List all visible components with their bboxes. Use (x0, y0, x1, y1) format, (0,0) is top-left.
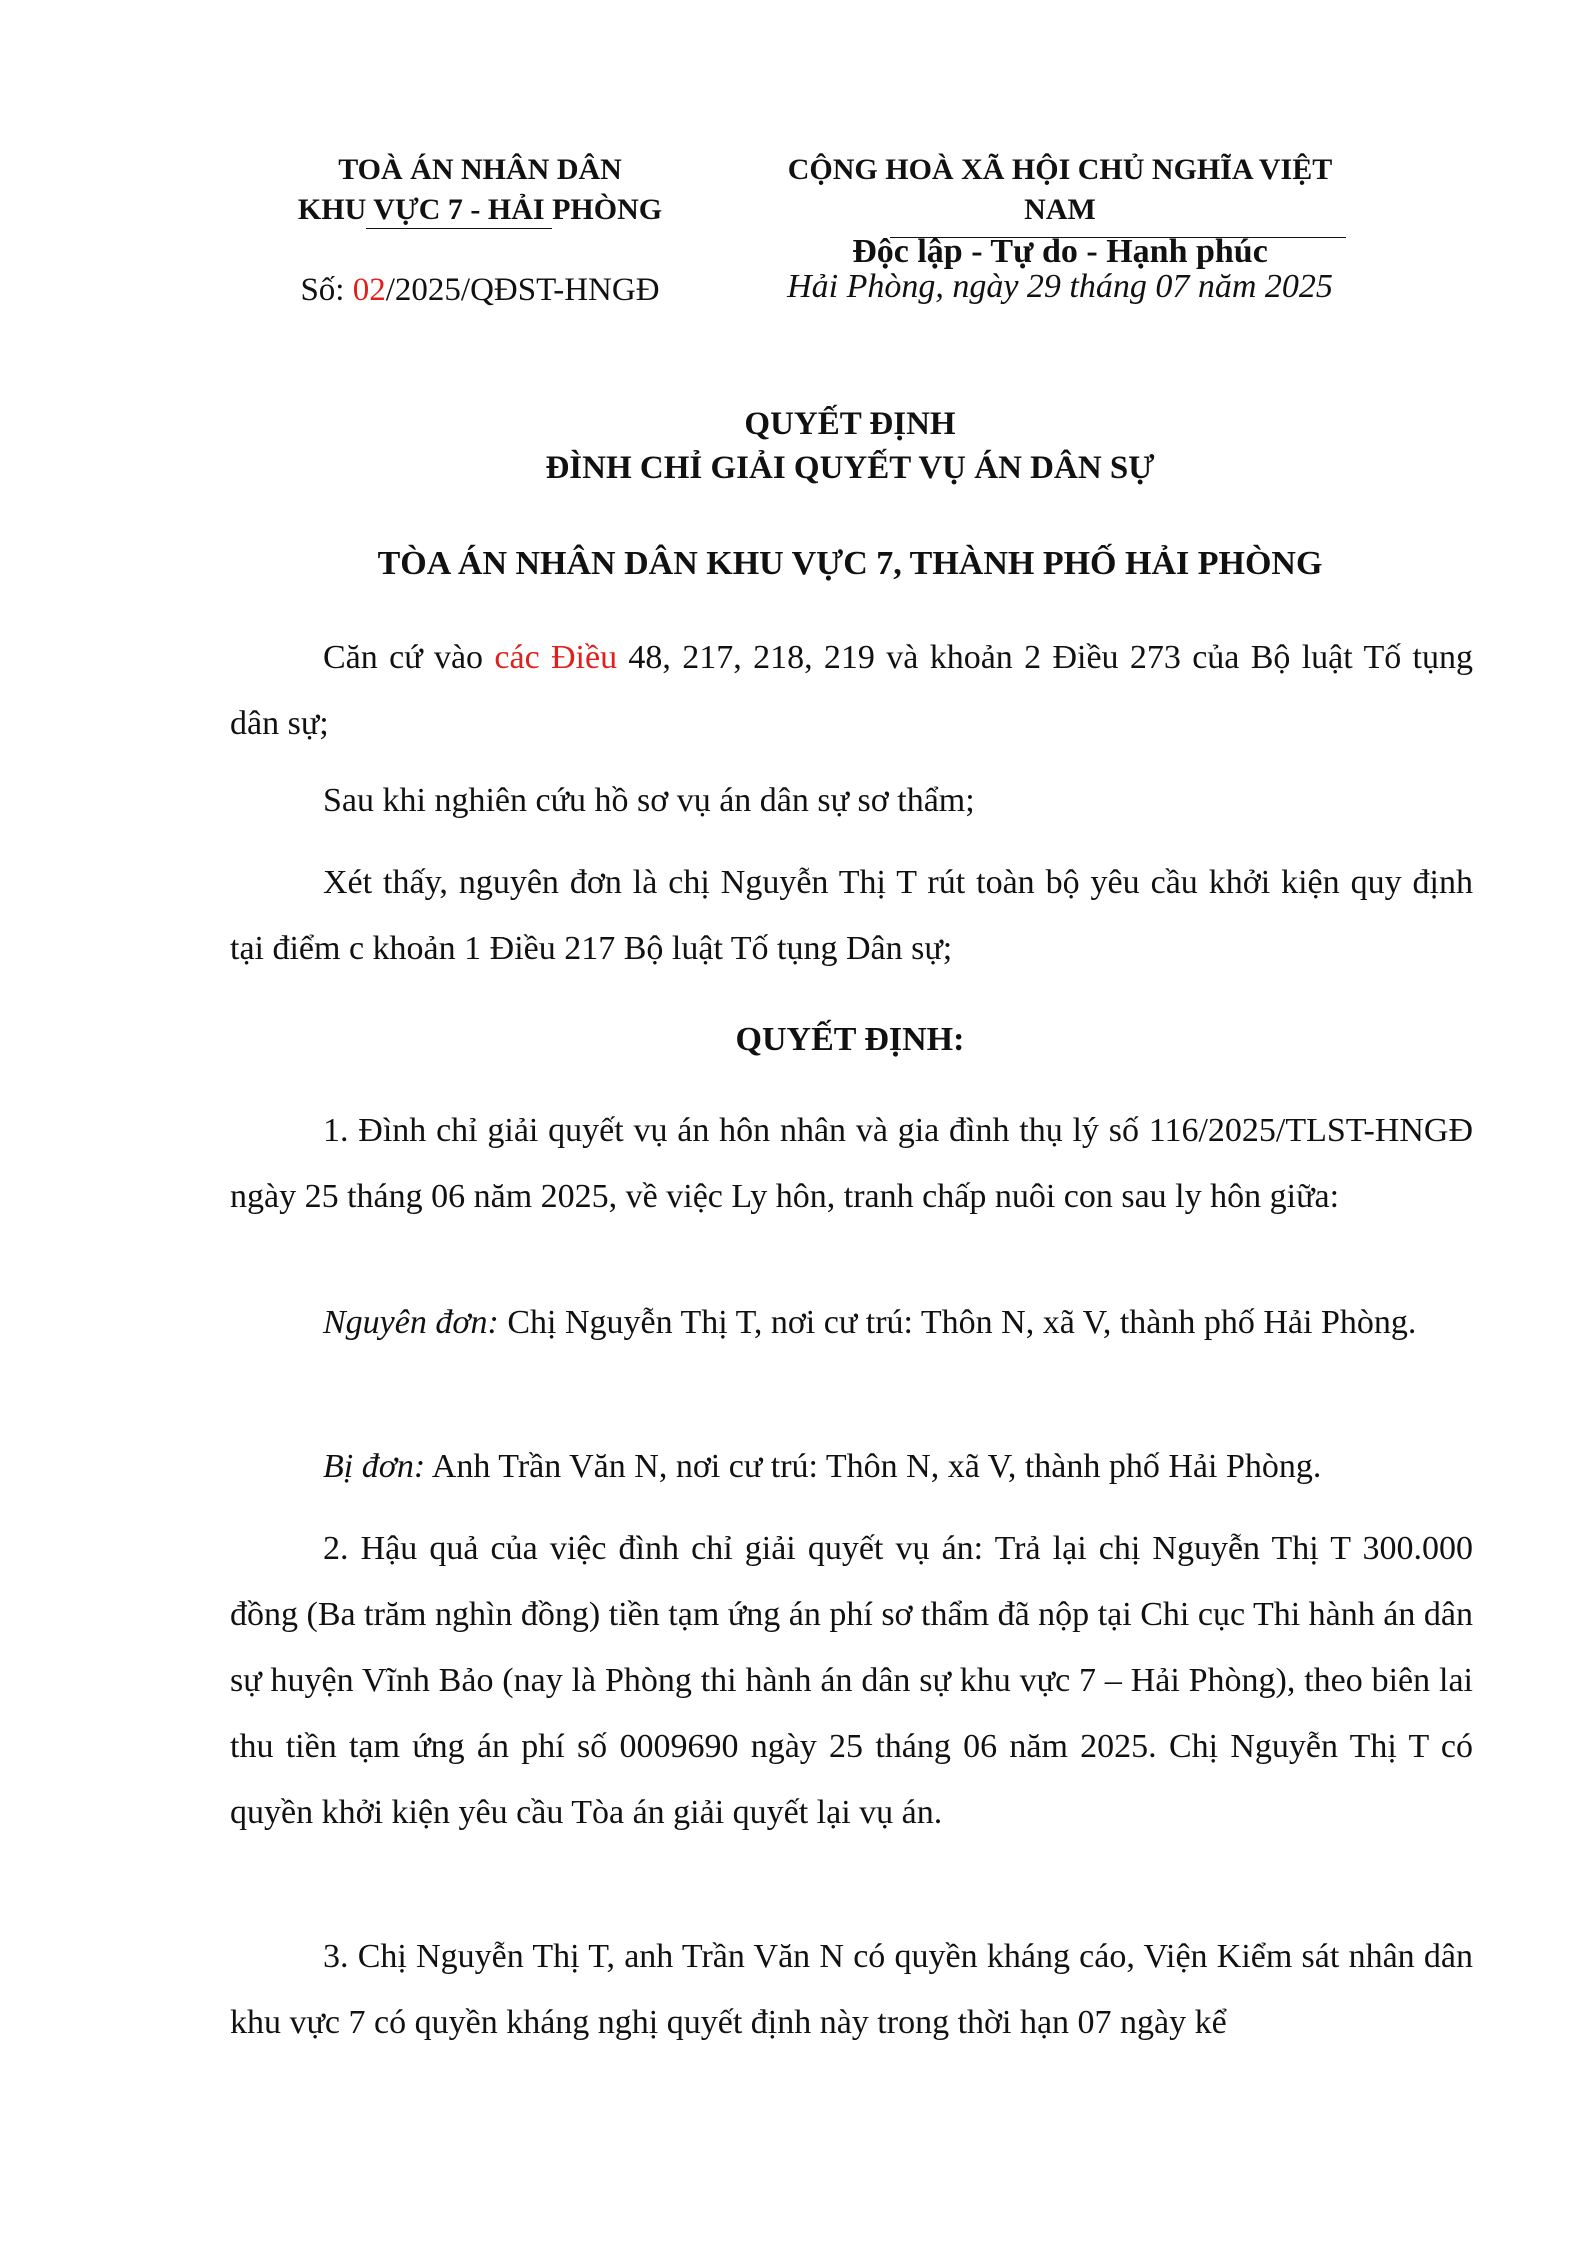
legal-basis-highlight: các Điều (494, 639, 618, 676)
legal-basis-start: Căn cứ vào (323, 639, 495, 676)
decision-title: QUYẾT ĐỊNH (744, 406, 956, 442)
defendant-label: Bị đơn: (323, 1448, 426, 1485)
review-paragraph: Sau khi nghiên cứu hồ sơ vụ án dân sự sơ thẩm; (323, 782, 975, 819)
nation-name: CỘNG HOÀ XÃ HỘI CHỦ NGHĨA VIỆT NAM (787, 153, 1333, 226)
decision-item-2: 2. Hậu quả của việc đình chỉ giải quyết vụ án: Trả lại chị Nguyễn Thị T 300.000 đồng (Ba trăm nghìn đồng) tiền tạm ứng án phí sơ thẩm đã nộp tại Chi cục Thi hành án dân sự huyện Vĩnh Bảo (nay là Phòng thi hành án dân sự khu vực 7 – Hải Phòng), theo biên lai thu tiền tạm ứng án phí số 0009690 ngày 25 tháng 06 năm 2025. Chị Nguyễn Thị T có quyền khởi kiện yêu cầu Tòa án giải quyết lại vụ án. (230, 1530, 1473, 1831)
decision-item-3: 3. Chị Nguyễn Thị T, anh Trần Văn N có quyền kháng cáo, Viện Kiểm sát nhân dân khu vực 7 có quyền kháng nghị quyết định này trong thời hạn 07 ngày kể (230, 1938, 1473, 2041)
court-name-line1: TOÀ ÁN NHÂN DÂN (338, 153, 622, 186)
reference-number-value: 02 (352, 272, 386, 308)
defendant-text: Anh Trần Văn N, nơi cư trú: Thôn N, xã V, thành phố Hải Phòng. (425, 1448, 1322, 1485)
motto-underline (890, 237, 1346, 238)
court-name-line2: KHU VỰC 7 - HẢI PHÒNG (297, 193, 663, 226)
legal-basis-rest: 48, 217, 218, 219 và khoản 2 Điều 273 của Bộ luật Tố tụng dân sự; (230, 639, 1473, 742)
decision-heading: QUYẾT ĐỊNH: (735, 1021, 965, 1058)
decision-item-1: 1. Đình chỉ giải quyết vụ án hôn nhân và gia đình thụ lý số 116/2025/TLST-HNGĐ ngày 25 tháng 06 năm 2025, về việc Ly hôn, tranh chấp nuôi con sau ly hôn giữa: (230, 1112, 1473, 1215)
court-full-name: TÒA ÁN NHÂN DÂN KHU VỰC 7, THÀNH PHỐ HẢI PHÒNG (377, 545, 1323, 582)
reference-number (220, 272, 740, 309)
nation-header (750, 150, 1370, 274)
plaintiff-text: Chị Nguyễn Thị T, nơi cư trú: Thôn N, xã V, thành phố Hải Phòng. (498, 1304, 1417, 1341)
reference-suffix: /2025/QĐST-HNGĐ (385, 272, 660, 308)
legal-basis-paragraph (230, 625, 1473, 757)
plaintiff-paragraph (230, 1290, 1473, 1356)
decision-subject: ĐÌNH CHỈ GIẢI QUYẾT VỤ ÁN DÂN SỰ (545, 450, 1155, 486)
national-motto: Độc lập - Tự do - Hạnh phúc (852, 233, 1268, 270)
reference-prefix: Số: (300, 272, 353, 308)
defendant-paragraph (230, 1434, 1473, 1500)
court-header (220, 150, 740, 230)
date-line: Hải Phòng, ngày 29 tháng 07 năm 2025 (787, 268, 1333, 305)
consideration-paragraph: Xét thấy, nguyên đơn là chị Nguyễn Thị T rút toàn bộ yêu cầu khởi kiện quy định tại điểm c khoản 1 Điều 217 Bộ luật Tố tụng Dân sự; (230, 864, 1473, 967)
plaintiff-label: Nguyên đơn: (323, 1304, 499, 1341)
court-underline (366, 228, 552, 229)
